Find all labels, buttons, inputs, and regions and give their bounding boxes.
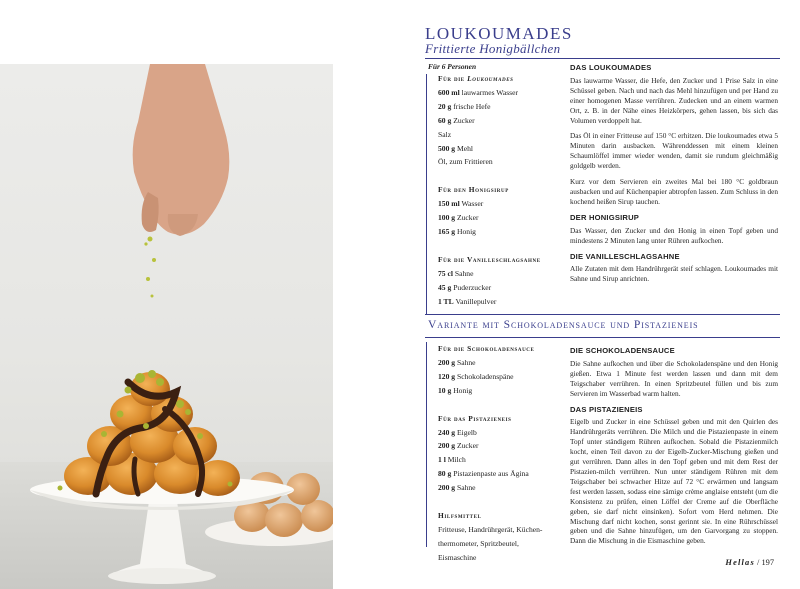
step-paragraph: Kurz vor dem Servieren ein zweites Mal bei 180 °C goldbraun ausbacken und auf Küchenpapier abtropfen lassen. Zum Schluss in den kochend heißen Sirup tauchen.: [570, 177, 778, 206]
ingredient-quantity: 10 g: [438, 385, 452, 395]
ingredient-name: Eismaschine: [438, 552, 477, 562]
ingredient-item: [438, 481, 556, 495]
footer-separator: /: [754, 558, 762, 567]
ingredient-item: [438, 551, 556, 565]
page-number: 197: [761, 558, 774, 567]
ingredient-item: [438, 439, 556, 453]
ingredient-quantity: 45 g: [438, 282, 452, 292]
ingredient-item: [438, 128, 556, 142]
ingredients-main: [428, 72, 556, 309]
ingredient-item: [438, 523, 556, 537]
ingredient-name: Salz: [438, 129, 452, 139]
step-heading: DAS PISTAZIENEIS: [570, 404, 643, 414]
ingredient-name: Zucker: [455, 213, 479, 223]
title-divider: [425, 58, 780, 59]
ingredient-item: [438, 370, 556, 384]
spacer: [428, 169, 556, 183]
spacer: [428, 495, 556, 509]
ingredient-item: [438, 453, 556, 467]
ingredient-section-heading: [438, 412, 556, 426]
ingredient-name: Eigelb: [455, 427, 477, 437]
ingredient-quantity: 80 g: [438, 469, 452, 479]
ingredient-name: Sahne: [455, 483, 476, 493]
ingredient-quantity: 1 l: [438, 455, 446, 465]
ingredient-quantity: 200 g: [438, 441, 456, 451]
ingredient-name: Puderzucker: [451, 282, 492, 292]
ingredient-name: Milch: [445, 455, 466, 465]
ingredient-name: Sahne: [455, 357, 476, 367]
heading-text: Für die Vanilleschlagsahne: [438, 254, 541, 264]
ingredient-item: [438, 281, 556, 295]
ingredient-section-heading: [438, 253, 556, 267]
spacer: [428, 239, 556, 253]
step-paragraph: Das Öl in einer Fritteuse auf 150 °C erhitzen. Die loukoumades etwa 5 Minuten darin ausbacken. Währenddessen mit einem kleinen Schaumlöffel immer wieder wenden, damit sie rundum gleichmäßig goldgelb werden.: [570, 131, 778, 171]
step-paragraph: Die Sahne aufkochen und über die Schokoladenspäne und den Honig gießen. Etwa 1 Minute fest werden lassen und dann mit dem Teigschaber verrühren. In einen Spritzbeutel füllen und bis zum Servieren im Wasserbad warm halten.: [570, 358, 778, 398]
step-heading: DER HONIGSIRUP: [570, 212, 640, 222]
ingredient-item: [438, 142, 556, 156]
loukoumades-illustration: [0, 64, 333, 589]
ingredient-item: [438, 100, 556, 114]
ingredient-quantity: 20 g: [438, 101, 452, 111]
book-title: Hellas: [725, 558, 755, 567]
ingredient-quantity: 600 ml: [438, 87, 460, 97]
ingredient-item: [438, 114, 556, 128]
step-heading: DIE VANILLESCHLAGSAHNE: [570, 251, 680, 261]
ingredient-quantity: 100 g: [438, 213, 456, 223]
ingredient-name: Mehl: [455, 143, 474, 153]
heading-text: Für das Pistazieneis: [438, 413, 512, 423]
ingredient-name: Sahne: [452, 268, 474, 278]
ingredient-item: [438, 155, 556, 169]
recipe-subtitle: Frittierte Honigbällchen: [425, 41, 561, 56]
column-divider-main: [426, 74, 427, 314]
ingredient-name: Zucker: [455, 441, 479, 451]
step-heading: DAS LOUKOUMADES: [570, 63, 652, 72]
ingredient-name: thermometer, Spritzbeutel,: [438, 538, 519, 548]
ingredient-item: [438, 537, 556, 551]
ingredient-name: Pistazienpaste aus Ägina: [451, 469, 529, 479]
ingredient-name: Wasser: [459, 199, 484, 209]
ingredient-quantity: 150 ml: [438, 199, 460, 209]
ingredient-quantity: 120 g: [438, 371, 456, 381]
ingredient-item: [438, 295, 556, 309]
ingredient-name: Honig: [451, 385, 473, 395]
ingredient-section-heading: [438, 183, 556, 197]
ingredient-name: frische Hefe: [451, 101, 491, 111]
ingredient-quantity: 500 g: [438, 143, 456, 153]
ingredient-item: [438, 86, 556, 100]
ingredient-item: [438, 267, 556, 281]
ingredient-item: [438, 426, 556, 440]
ingredient-name: Schokoladenspäne: [455, 371, 514, 381]
ingredient-item: [438, 356, 556, 370]
ingredient-section-heading: [438, 72, 556, 86]
heading-emphasis: Loukoumades: [467, 74, 514, 83]
ingredient-quantity: 1 TL: [438, 296, 454, 306]
ingredient-item: [438, 384, 556, 398]
step-paragraph: Eigelb und Zucker in eine Schüssel geben und mit den Quirlen des Handrührgeräts verrühren. Die Milch und die Pistazienpaste in einem Topf unter ständigem Rühren aufkochen. Sobald die Pistazienmilch kocht, einen Teil davon zu der Eigelb-Zucker-Mischung gießen und gut verrühren. Dann alles in den Topf geben und mit dem Rest der Pistazien-milch verrühren. Nun unter ständigem Rühren mit dem Teigschaber bei schwacher Hitze auf 72 °C erwärmen und langsam fest werden lassen, sodass eine sämige crème anglaise entsteht (um die Konsistenz zu prüfen, einen Löffel der Creme auf die Oberfläche geben, sie darf nicht einsinken). Sofort vom Herd nehmen. Die Mischung darf nicht kochen, sonst gerinnt sie. In eine Rührschüssel geben und die Sahne hinzufügen, um den Garvorgang zu stoppen. Dann die Mischung in die Eismaschine geben.: [570, 417, 778, 546]
ingredient-quantity: 75 cl: [438, 268, 453, 278]
variant-title: Variante mit Schokoladensauce und Pistazieneis: [428, 318, 699, 331]
steps-main: [570, 63, 778, 290]
ingredient-quantity: 200 g: [438, 483, 456, 493]
ingredient-name: Öl, zum Frittieren: [438, 157, 493, 167]
step-paragraph: Das Wasser, den Zucker und den Honig in einen Topf geben und mindestens 2 Minuten lang unter Rühren aufkochen.: [570, 225, 778, 245]
heading-text: Für die: [438, 74, 468, 83]
ingredient-quantity: 60 g: [438, 115, 452, 125]
recipe-title: LOUKOUMADES: [425, 24, 573, 43]
step-heading: DIE SCHOKOLADENSAUCE: [570, 346, 675, 355]
ingredient-name: Zucker: [451, 115, 475, 125]
ingredient-item: [438, 225, 556, 239]
ingredient-name: lauwarmes Wasser: [459, 87, 519, 97]
food-photo: [0, 64, 333, 589]
variant-divider-top: [425, 314, 780, 315]
spacer: [428, 398, 556, 412]
ingredient-quantity: 200 g: [438, 357, 456, 367]
ingredients-variant: [428, 342, 556, 565]
ingredient-item: [438, 211, 556, 225]
ingredient-section-heading: [438, 509, 556, 523]
heading-text: Für die Schokoladensauce: [438, 344, 535, 353]
variant-divider-bottom: [425, 337, 780, 338]
step-paragraph: Das lauwarme Wasser, die Hefe, den Zucker und 1 Prise Salz in eine Schüssel geben. Nach und nach das Mehl hinzufügen und per Hand zu einer homogenen Masse verrühren. Zudecken und an einem warmen Ort, z. B. in der Nähe eines Heizkörpers, gehen lassen, bis sich das Volumen verdoppelt hat.: [570, 75, 778, 125]
column-divider-variant: [426, 342, 427, 547]
page-footer: [725, 558, 774, 567]
ingredient-name: Vanillepulver: [453, 296, 497, 306]
ingredient-name: Honig: [455, 227, 476, 237]
ingredient-item: [438, 197, 556, 211]
ingredient-quantity: 240 g: [438, 427, 456, 437]
heading-text: Hilfsmittel: [438, 511, 482, 521]
ingredient-quantity: 165 g: [438, 227, 456, 237]
ingredient-item: [438, 467, 556, 481]
step-paragraph: Alle Zutaten mit dem Handrührgerät steif schlagen. Loukoumades mit Sahne und Sirup anrichten.: [570, 264, 778, 284]
steps-variant: [570, 346, 778, 552]
serves-label: Für 6 Personen: [428, 62, 477, 71]
ingredient-section-heading: [438, 342, 556, 356]
heading-text: Für den Honigsirup: [438, 185, 509, 195]
ingredient-name: Fritteuse, Handrührgerät, Küchen-: [438, 524, 543, 534]
